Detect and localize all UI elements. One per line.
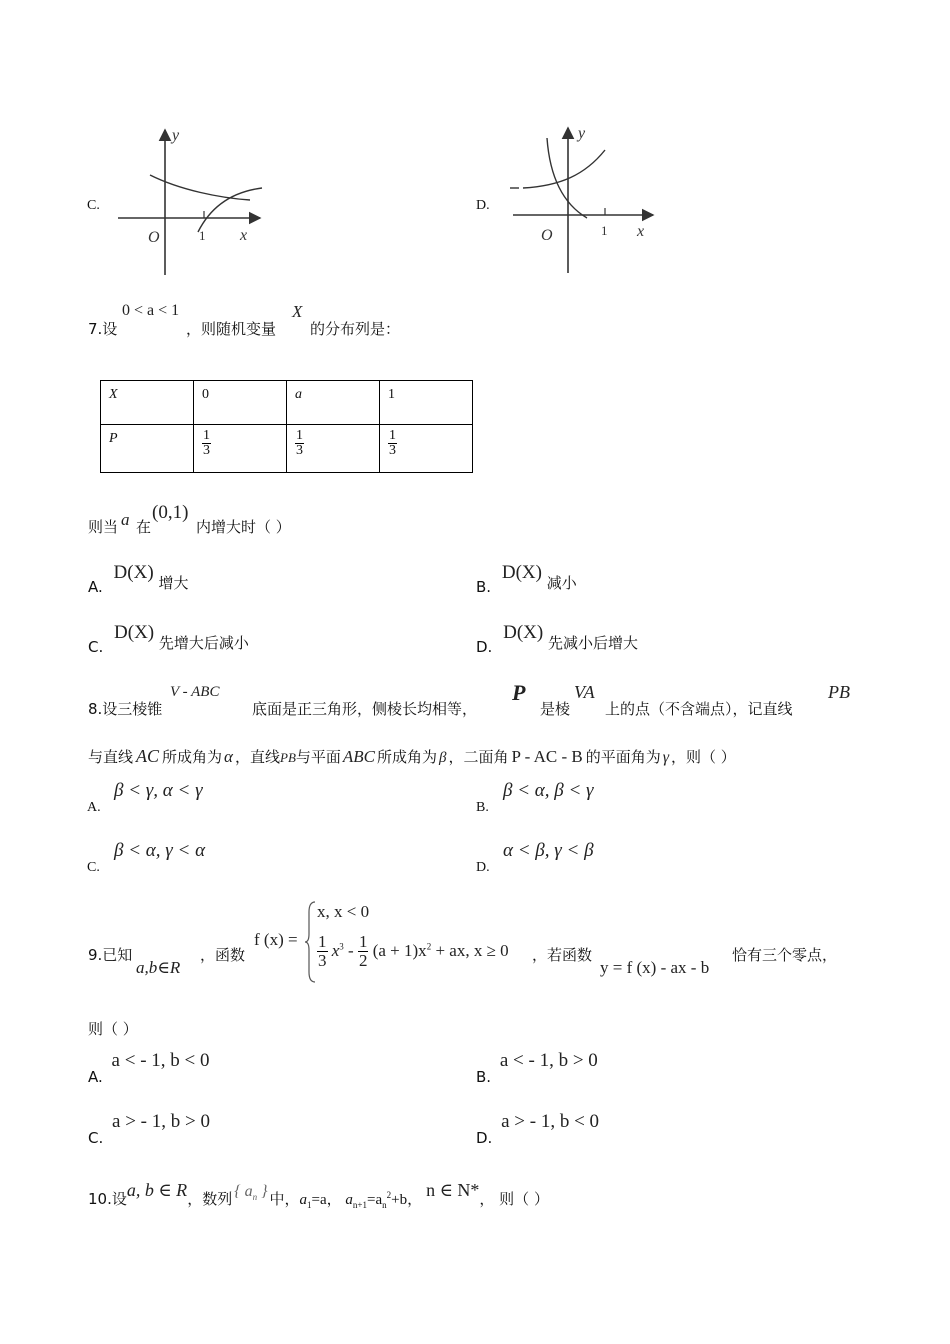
q7-stem <box>88 318 117 339</box>
q9-text-2: ，若函数 <box>532 946 593 964</box>
q7-question-in: 在 <box>136 518 152 536</box>
q9-ab: a,b∈R <box>136 958 181 977</box>
table-cell: 1 <box>380 381 473 425</box>
table-row <box>101 425 473 473</box>
table-row <box>101 381 473 425</box>
q8-line-2: 与直线 AC 所成角为 α ，直线PB与平面 ABC 所成角为 β ，二面角 P - AC - B 的平面角为 γ ，则（ ） <box>88 746 736 766</box>
q6-graph-d-one: 1 <box>601 223 608 238</box>
q8-number: 8.设三棱锥 <box>88 700 163 718</box>
table-cell <box>380 425 473 473</box>
q6-graph-d <box>505 120 665 280</box>
q8-point-p: P <box>512 680 526 705</box>
q9-number: 9.已知 <box>88 946 133 964</box>
q6-graph-c-one: 1 <box>199 228 206 243</box>
q7-question-interval: (0,1) <box>152 502 189 523</box>
q8-line-pb: PB <box>828 682 850 702</box>
q7-option-a: A. D(X) 增大 <box>88 562 189 596</box>
table-cell: X <box>101 381 194 425</box>
fraction: $\frac{1}{3}$ <box>296 428 303 458</box>
q6-option-d-label: D. <box>476 198 490 213</box>
q8-text-2: 是棱 <box>540 700 571 718</box>
q8-pyramid: V - ABC <box>170 684 220 700</box>
q8-option-a-expr: β < γ, α < γ <box>114 780 203 801</box>
q8-option-b-expr: β < α, β < γ <box>503 780 594 801</box>
q9-text-1: ，函数 <box>200 946 246 964</box>
q8-text-3: 上的点（不含端点），记直线 <box>605 700 793 718</box>
table-cell: a <box>287 381 380 425</box>
q7-number: 7.设 <box>88 320 118 338</box>
q6-graph-d-origin: O <box>541 227 553 244</box>
table-cell: 0 <box>194 381 287 425</box>
q7-stem-tail: 的分布列是： <box>310 320 401 338</box>
q9-piecewise-brace <box>304 900 318 984</box>
q9-then: 则（ ） <box>88 1020 138 1038</box>
q9-yfx: y = f (x) - ax - b <box>600 958 710 977</box>
q7-question-post: 内增大时（ ） <box>196 518 291 536</box>
fraction: $\frac{1}{3}$ <box>203 428 210 458</box>
q8-option-a-letter: A. <box>87 800 101 815</box>
fraction: $\frac{1}{3}$ <box>389 428 396 458</box>
q9-case-2: $\frac{1}{3}$ $x^3$ - $\frac{1}{2}$ $(a + 1)x^2$ + ax, x ≥ 0 <box>318 932 509 970</box>
q6-graph-c <box>110 120 270 280</box>
q8-option-b-letter: B. <box>476 800 489 815</box>
q7-question-pre: 则当 <box>88 518 119 536</box>
table-cell <box>194 425 287 473</box>
q8-option-d-letter: D. <box>476 860 490 875</box>
q7-option-c: C. D(X) 先增大后减小 <box>88 622 249 656</box>
q6-graph-d-curve-decreasing <box>547 138 587 218</box>
q9-fx: f (x) = <box>254 930 298 949</box>
q9-text-3: 恰有三个零点， <box>732 946 838 964</box>
table-cell <box>287 425 380 473</box>
q6-graph-c-origin: O <box>148 229 160 246</box>
q8-option-c-letter: C. <box>87 860 100 875</box>
q7-variable: X <box>292 302 303 321</box>
q7-option-d: D. D(X) 先减小后增大 <box>476 622 639 656</box>
q10-line: 10.设a, b ∈ R，数列 { $a_n$ } 中，$a_1=a$， $a_{n+1}=a_n^2+b$， n ∈ N*， 则（ ） <box>88 1180 549 1210</box>
q9-option-d: D. a > - 1, b < 0 <box>476 1111 600 1147</box>
q9-option-a: A. a < - 1, b < 0 <box>88 1050 210 1086</box>
fraction: $\frac{1}{3}$ <box>318 932 327 970</box>
q9-option-c: C. a > - 1, b > 0 <box>88 1111 210 1147</box>
table-cell: P <box>101 425 194 473</box>
q8-option-c-expr: β < α, γ < α <box>114 840 206 861</box>
q6-graph-d-curve-exp <box>523 150 605 188</box>
q7-condition: 0 < a < 1 <box>122 302 180 319</box>
q6-graph-d-x-label: x <box>637 223 645 240</box>
q7-distribution-table <box>100 380 473 473</box>
q6-graph-d-y-label: y <box>578 125 586 142</box>
q8-text-1: 底面是正三角形，侧棱长均相等， <box>252 700 478 718</box>
q6-graph-c-y-label: y <box>172 127 180 144</box>
q8-edge-va: VA <box>574 682 595 702</box>
q7-stem-mid: ，则随机变量 <box>186 320 277 338</box>
q7-option-b: B. D(X) 减小 <box>476 562 577 596</box>
q6-graph-c-x-label: x <box>240 227 248 244</box>
q9-case-1: x, x < 0 <box>317 902 370 921</box>
fraction: $\frac{1}{2}$ <box>358 932 368 970</box>
q6-option-c-label: C. <box>87 198 100 213</box>
q9-option-b: B. a < - 1, b > 0 <box>476 1050 598 1086</box>
q7-question-a: a <box>121 510 130 529</box>
q8-option-d-expr: α < β, γ < β <box>503 840 594 861</box>
